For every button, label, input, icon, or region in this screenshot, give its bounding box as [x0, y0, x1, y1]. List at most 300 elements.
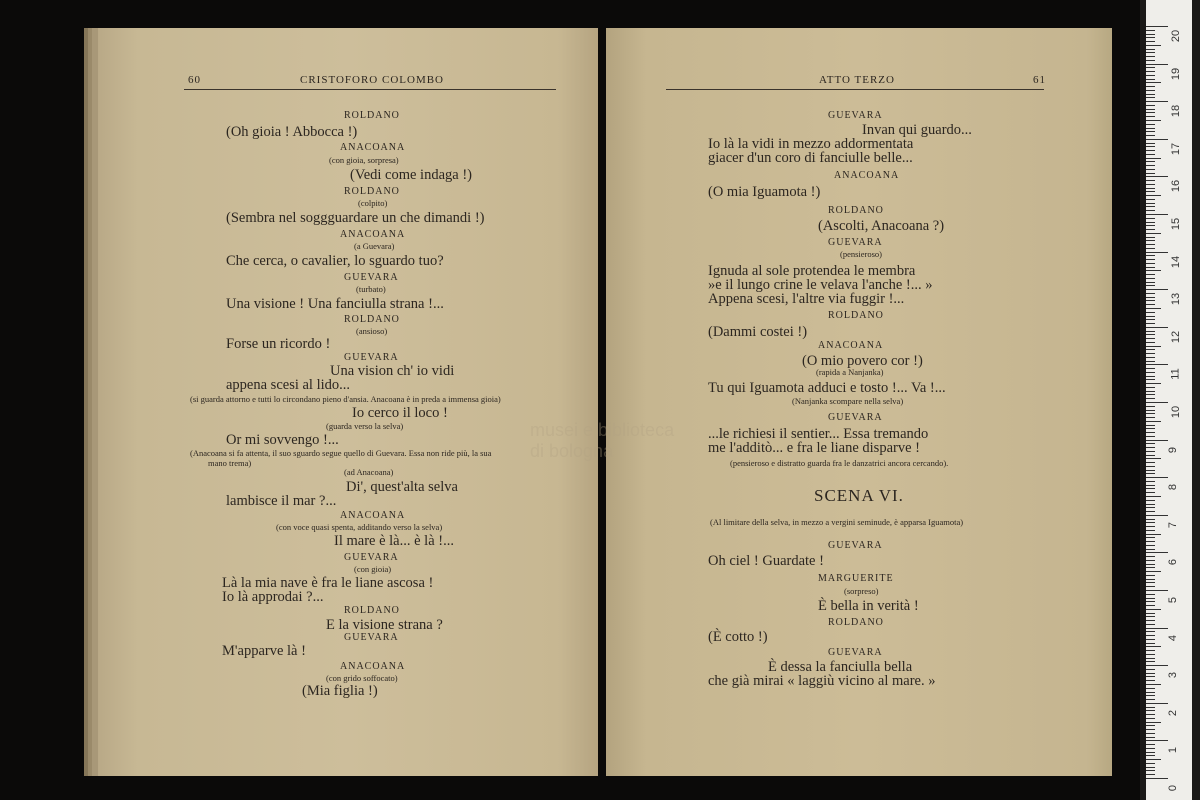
ruler-minor-tick [1146, 714, 1155, 715]
ruler-minor-tick [1146, 282, 1155, 283]
left-verse-line: Forse un ricordo ! [226, 336, 331, 352]
ruler-minor-tick [1146, 504, 1155, 505]
ruler-minor-tick [1146, 620, 1155, 621]
ruler-major-tick [1146, 590, 1168, 591]
left-stage-direction: (con gioia, sorpresa) [329, 155, 399, 165]
ruler-minor-tick [1146, 361, 1155, 362]
ruler-minor-tick [1146, 368, 1155, 369]
right-scene-heading: SCENA VI. [814, 486, 904, 505]
right-stage-direction: (pensieroso e distratto guarda fra le danzatrici ancora cercando). [730, 458, 949, 468]
left-speaker-name: GUEVARA [344, 632, 399, 643]
ruler-major-tick [1146, 515, 1168, 516]
ruler-minor-tick [1146, 222, 1155, 223]
ruler-minor-tick [1146, 605, 1155, 606]
right-verse-line: Ignuda al sole protendea le membra [708, 263, 916, 279]
ruler-minor-tick [1146, 199, 1155, 200]
left-verse-line: Il mare è là... è là !... [334, 533, 454, 549]
left-speaker-name: ANACOANA [340, 510, 406, 521]
running-title-left: CRISTOFORO COLOMBO [299, 74, 445, 86]
ruler-minor-tick [1146, 128, 1155, 129]
ruler-minor-tick [1146, 169, 1155, 170]
ruler-minor-tick [1146, 237, 1155, 238]
ruler-major-tick [1146, 289, 1168, 290]
right-verse-line: Appena scesi, l'altre via fuggir !... [708, 291, 905, 307]
left-speaker-name: ROLDANO [344, 186, 400, 197]
right-speaker-name: MARGUERITE [818, 573, 894, 584]
ruler-minor-tick [1146, 274, 1155, 275]
ruler-minor-tick [1146, 496, 1161, 497]
ruler-minor-tick [1146, 447, 1155, 448]
measurement-ruler [1140, 0, 1200, 800]
running-title-right: ATTO TERZO [819, 74, 895, 86]
right-stage-direction: (Al limitare della selva, in mezzo a vergini seminude, è apparsa Iguamota) [710, 517, 964, 527]
ruler-minor-tick [1146, 135, 1155, 136]
page-number-right: 61 [1033, 74, 1046, 86]
ruler-minor-tick [1146, 312, 1155, 313]
ruler-minor-tick [1146, 654, 1155, 655]
ruler-minor-tick [1146, 646, 1161, 647]
ruler-minor-tick [1146, 342, 1155, 343]
ruler-minor-tick [1146, 30, 1155, 31]
left-stage-direction: (con gioia) [354, 564, 392, 574]
ruler-minor-tick [1146, 206, 1155, 207]
ruler-major-tick [1146, 552, 1168, 553]
left-verse-line: (Sembra nel soggguardare un che dimandi !) [226, 210, 485, 226]
ruler-minor-tick [1146, 316, 1155, 317]
ruler-minor-tick [1146, 763, 1155, 764]
ruler-minor-tick [1146, 650, 1155, 651]
right-book-page [606, 28, 1112, 776]
left-verse-line: appena scesi al lido... [226, 377, 351, 393]
ruler-minor-tick [1146, 519, 1155, 520]
ruler-label: 13 [1170, 293, 1183, 306]
right-verse-line: »e il lungo crine le velava l'anche !... » [708, 277, 933, 293]
right-verse-line: ...le richiesi il sentier... Essa tremando [708, 426, 929, 442]
ruler-minor-tick [1146, 579, 1155, 580]
ruler-minor-tick [1146, 406, 1155, 407]
ruler-minor-tick [1146, 755, 1155, 756]
right-verse-line: giacer d'un coro di fanciulle belle... [708, 150, 913, 166]
ruler-label: 7 [1167, 521, 1180, 528]
ruler-minor-tick [1146, 669, 1155, 670]
ruler-minor-tick [1146, 79, 1155, 80]
right-verse-line: (O mia Iguamota !) [708, 184, 821, 200]
ruler-label: 5 [1167, 596, 1180, 604]
left-stage-direction: mano trema) [208, 458, 252, 468]
ruler-minor-tick [1146, 233, 1161, 234]
ruler-minor-tick [1146, 718, 1155, 719]
left-speaker-name: ROLDANO [344, 110, 400, 121]
ruler-minor-tick [1146, 692, 1155, 693]
ruler-minor-tick [1146, 511, 1155, 512]
ruler-minor-tick [1146, 244, 1155, 245]
ruler-minor-tick [1146, 436, 1155, 437]
ruler-minor-tick [1146, 609, 1161, 610]
ruler-minor-tick [1146, 774, 1155, 775]
left-stage-direction: (guarda verso la selva) [326, 421, 404, 431]
ruler-minor-tick [1146, 413, 1155, 414]
ruler-minor-tick [1146, 109, 1155, 110]
left-speaker-name: GUEVARA [344, 272, 399, 283]
header-rule-right [666, 89, 1044, 90]
ruler-major-tick [1146, 139, 1168, 140]
ruler-minor-tick [1146, 116, 1155, 117]
left-verse-line: (Mia figlia !) [302, 683, 378, 699]
ruler-minor-tick [1146, 575, 1155, 576]
ruler-minor-tick [1146, 37, 1155, 38]
ruler-minor-tick [1146, 481, 1155, 482]
ruler-minor-tick [1146, 733, 1155, 734]
ruler-major-tick [1146, 176, 1168, 177]
ruler-minor-tick [1146, 545, 1155, 546]
ruler-label: 16 [1170, 180, 1183, 193]
ruler-minor-tick [1146, 410, 1155, 411]
left-verse-line: Una vision ch' io vidi [330, 363, 455, 379]
right-verse-line: È bella in verità ! [818, 598, 919, 614]
right-verse-line: Oh ciel ! Guardate ! [708, 553, 824, 569]
ruler-minor-tick [1146, 383, 1161, 384]
right-stage-direction: (rapida a Nanjanka) [816, 367, 884, 377]
ruler-minor-tick [1146, 49, 1155, 50]
ruler-minor-tick [1146, 462, 1155, 463]
ruler-minor-tick [1146, 631, 1155, 632]
ruler-label: 17 [1170, 142, 1183, 155]
left-stage-direction: (a Guevara) [354, 241, 395, 251]
ruler-minor-tick [1146, 639, 1155, 640]
ruler-minor-tick [1146, 94, 1155, 95]
right-stage-direction: (sorpreso) [844, 586, 879, 596]
left-stage-direction: (Anacoana si fa attenta, il suo sguardo segue quello di Guevara. Essa non ride più, la sua [190, 448, 492, 458]
ruler-minor-tick [1146, 323, 1155, 324]
ruler-minor-tick [1146, 695, 1155, 696]
ruler-minor-tick [1146, 146, 1155, 147]
ruler-label: 10 [1170, 405, 1183, 419]
right-stage-direction: (pensieroso) [840, 249, 883, 259]
right-speaker-name: GUEVARA [828, 110, 883, 121]
left-verse-line: Io cerco il loco ! [352, 405, 448, 421]
ruler-minor-tick [1146, 526, 1155, 527]
right-verse-line: (Dammi costei !) [708, 324, 808, 340]
ruler-label: 18 [1170, 105, 1183, 118]
ruler-label: 2 [1167, 709, 1180, 716]
ruler-major-tick [1146, 628, 1168, 629]
ruler-label: 0 [1167, 784, 1180, 792]
ruler-label: 8 [1167, 484, 1180, 491]
right-speaker-name: GUEVARA [828, 412, 883, 423]
left-speaker-name: ROLDANO [344, 605, 400, 616]
ruler-minor-tick [1146, 684, 1161, 685]
ruler-minor-tick [1146, 338, 1155, 339]
ruler-minor-tick [1146, 458, 1161, 459]
right-speaker-name: ROLDANO [828, 310, 884, 321]
ruler-minor-tick [1146, 75, 1155, 76]
ruler-label: 19 [1170, 67, 1183, 80]
ruler-minor-tick [1146, 304, 1155, 305]
ruler-minor-tick [1146, 41, 1155, 42]
left-speaker-name: GUEVARA [344, 552, 399, 563]
ruler-minor-tick [1146, 661, 1155, 662]
left-verse-line: (Oh gioia ! Abbocca !) [226, 124, 358, 140]
ruler-major-tick [1146, 778, 1168, 779]
right-verse-line: Io là la vidi in mezzo addormentata [708, 136, 914, 152]
ruler-minor-tick [1146, 549, 1155, 550]
ruler-major-tick [1146, 26, 1168, 27]
ruler-minor-tick [1146, 560, 1155, 561]
ruler-minor-tick [1146, 165, 1155, 166]
ruler-label: 11 [1169, 368, 1182, 381]
ruler-minor-tick [1146, 353, 1155, 354]
ruler-minor-tick [1146, 278, 1155, 279]
left-stage-direction: (ansioso) [356, 326, 388, 336]
right-verse-line: che già mirai « laggiù vicino al mare. » [708, 673, 936, 689]
ruler-minor-tick [1146, 673, 1155, 674]
ruler-label: 3 [1167, 672, 1180, 679]
ruler-minor-tick [1146, 725, 1155, 726]
ruler-minor-tick [1146, 34, 1155, 35]
ruler-minor-tick [1146, 541, 1155, 542]
ruler-minor-tick [1146, 97, 1155, 98]
ruler-minor-tick [1146, 150, 1155, 151]
ruler-minor-tick [1146, 349, 1155, 350]
ruler-minor-tick [1146, 530, 1155, 531]
ruler-minor-tick [1146, 488, 1155, 489]
ruler-minor-tick [1146, 184, 1155, 185]
right-speaker-name: ANACOANA [834, 170, 900, 181]
ruler-minor-tick [1146, 387, 1155, 388]
ruler-minor-tick [1146, 398, 1155, 399]
ruler-minor-tick [1146, 270, 1161, 271]
ruler-minor-tick [1146, 485, 1155, 486]
left-speaker-name: ROLDANO [344, 314, 400, 325]
ruler-minor-tick [1146, 564, 1155, 565]
left-stage-direction: (colpito) [358, 198, 388, 208]
ruler-minor-tick [1146, 770, 1155, 771]
right-verse-line: me l'additò... e fra le liane disparve ! [708, 440, 920, 456]
left-stage-direction: (con voce quasi spenta, additando verso la selva) [276, 522, 443, 532]
ruler-minor-tick [1146, 293, 1155, 294]
ruler-minor-tick [1146, 195, 1161, 196]
ruler-minor-tick [1146, 616, 1155, 617]
ruler-minor-tick [1146, 259, 1155, 260]
ruler-minor-tick [1146, 417, 1155, 418]
ruler-minor-tick [1146, 331, 1155, 332]
ruler-minor-tick [1146, 60, 1155, 61]
ruler-minor-tick [1146, 255, 1155, 256]
left-stage-direction: (si guarda attorno e tutti lo circondano pieno d'ansia. Anacoana è in preda a immensa gioia) [190, 394, 501, 404]
ruler-major-tick [1146, 440, 1168, 441]
ruler-minor-tick [1146, 428, 1155, 429]
ruler-minor-tick [1146, 710, 1155, 711]
ruler-major-tick [1146, 64, 1168, 65]
ruler-minor-tick [1146, 391, 1155, 392]
ruler-minor-tick [1146, 376, 1155, 377]
left-verse-line: lambisce il mar ?... [226, 493, 337, 509]
ruler-major-tick [1146, 101, 1168, 102]
ruler-minor-tick [1146, 297, 1155, 298]
left-stage-direction: (turbato) [356, 284, 386, 294]
right-verse-line: È dessa la fanciulla bella [768, 659, 913, 675]
ruler-minor-tick [1146, 112, 1155, 113]
ruler-minor-tick [1146, 594, 1155, 595]
ruler-minor-tick [1146, 372, 1155, 373]
ruler-minor-tick [1146, 158, 1161, 159]
ruler-minor-tick [1146, 267, 1155, 268]
right-speaker-name: GUEVARA [828, 540, 883, 551]
ruler-minor-tick [1146, 225, 1155, 226]
ruler-minor-tick [1146, 500, 1155, 501]
ruler-minor-tick [1146, 707, 1155, 708]
ruler-minor-tick [1146, 203, 1155, 204]
ruler-minor-tick [1146, 729, 1155, 730]
ruler-label: 4 [1167, 634, 1180, 641]
ruler-major-tick [1146, 252, 1168, 253]
ruler-minor-tick [1146, 120, 1161, 121]
ruler-minor-tick [1146, 71, 1155, 72]
ruler-minor-tick [1146, 56, 1155, 57]
ruler-minor-tick [1146, 173, 1155, 174]
ruler-minor-tick [1146, 154, 1155, 155]
left-verse-line: E la visione strana ? [326, 617, 443, 633]
ruler-minor-tick [1146, 556, 1155, 557]
ruler-major-tick [1146, 402, 1168, 403]
ruler-minor-tick [1146, 522, 1155, 523]
ruler-minor-tick [1146, 466, 1155, 467]
ruler-minor-tick [1146, 67, 1155, 68]
ruler-minor-tick [1146, 571, 1161, 572]
ruler-minor-tick [1146, 455, 1155, 456]
ruler-minor-tick [1146, 759, 1161, 760]
ruler-minor-tick [1146, 45, 1161, 46]
ruler-minor-tick [1146, 451, 1155, 452]
ruler-minor-tick [1146, 767, 1155, 768]
ruler-major-tick [1146, 364, 1168, 365]
right-stage-direction: (Nanjanka scompare nella selva) [792, 396, 904, 406]
ruler-label: 1 [1167, 747, 1180, 754]
ruler-minor-tick [1146, 613, 1155, 614]
ruler-minor-tick [1146, 688, 1155, 689]
ruler-label: 6 [1167, 559, 1180, 566]
ruler-label: 14 [1170, 255, 1183, 268]
left-stage-direction: (ad Anacoana) [344, 467, 394, 477]
ruler-minor-tick [1146, 699, 1155, 700]
right-speaker-name: ROLDANO [828, 205, 884, 216]
right-speaker-name: ANACOANA [818, 340, 884, 351]
left-verse-line: M'apparve là ! [222, 643, 306, 659]
ruler-minor-tick [1146, 722, 1161, 723]
ruler-minor-tick [1146, 86, 1155, 87]
ruler-minor-tick [1146, 470, 1155, 471]
right-verse-line: Tu qui Iguamota adduci e tosto !... Va !... [708, 380, 946, 396]
ruler-minor-tick [1146, 507, 1155, 508]
ruler-minor-tick [1146, 443, 1155, 444]
ruler-major-tick [1146, 665, 1168, 666]
left-verse-line: Or mi sovvengo !... [226, 432, 339, 448]
right-verse-line: (Ascolti, Anacoana ?) [818, 218, 945, 234]
ruler-minor-tick [1146, 124, 1155, 125]
ruler-minor-tick [1146, 586, 1155, 587]
ruler-minor-tick [1146, 105, 1155, 106]
ruler-label: 20 [1170, 29, 1183, 43]
ruler-minor-tick [1146, 537, 1155, 538]
ruler-minor-tick [1146, 680, 1155, 681]
ruler-minor-tick [1146, 492, 1155, 493]
ruler-minor-tick [1146, 567, 1155, 568]
ruler-minor-tick [1146, 263, 1155, 264]
left-speaker-name: ANACOANA [340, 661, 406, 672]
ruler-minor-tick [1146, 90, 1155, 91]
ruler-minor-tick [1146, 188, 1155, 189]
ruler-major-tick [1146, 477, 1168, 478]
page-number-left: 60 [188, 74, 201, 86]
left-verse-line: Di', quest'alta selva [346, 479, 458, 495]
ruler-minor-tick [1146, 473, 1155, 474]
right-verse-line: (O mio povero cor !) [802, 353, 923, 369]
ruler-minor-tick [1146, 300, 1155, 301]
left-verse-line: Una visione ! Una fanciulla strana !... [226, 296, 444, 312]
ruler-minor-tick [1146, 379, 1155, 380]
ruler-minor-tick [1146, 624, 1155, 625]
ruler-minor-tick [1146, 240, 1155, 241]
ruler-minor-tick [1146, 143, 1155, 144]
right-verse-line: Invan qui guardo... [862, 122, 972, 138]
ruler-minor-tick [1146, 744, 1155, 745]
library-watermark: musei e biblioteca di bologna [530, 420, 675, 461]
ruler-minor-tick [1146, 635, 1155, 636]
ruler-minor-tick [1146, 582, 1155, 583]
ruler-minor-tick [1146, 752, 1155, 753]
ruler-major-tick [1146, 703, 1168, 704]
ruler-minor-tick [1146, 191, 1155, 192]
ruler-minor-tick [1146, 248, 1155, 249]
left-verse-line: Che cerca, o cavalier, lo sguardo tuo? [226, 253, 444, 269]
ruler-label: 15 [1170, 217, 1183, 231]
ruler-minor-tick [1146, 334, 1155, 335]
right-speaker-name: GUEVARA [828, 237, 883, 248]
left-speaker-name: GUEVARA [344, 352, 399, 363]
left-verse-line: Là la mia nave è fra le liane ascosa ! [222, 575, 434, 591]
ruler-minor-tick [1146, 658, 1155, 659]
right-speaker-name: GUEVARA [828, 647, 883, 658]
ruler-minor-tick [1146, 357, 1155, 358]
left-verse-line: (Vedi come indaga !) [350, 167, 472, 183]
ruler-minor-tick [1146, 308, 1161, 309]
ruler-minor-tick [1146, 676, 1155, 677]
ruler-minor-tick [1146, 285, 1155, 286]
header-rule-left [184, 89, 556, 90]
ruler-minor-tick [1146, 598, 1155, 599]
ruler-minor-tick [1146, 643, 1155, 644]
ruler-minor-tick [1146, 737, 1155, 738]
ruler-minor-tick [1146, 432, 1155, 433]
ruler-major-tick [1146, 327, 1168, 328]
ruler-minor-tick [1146, 210, 1155, 211]
left-speaker-name: ANACOANA [340, 142, 406, 153]
ruler-label: 12 [1170, 330, 1183, 343]
ruler-minor-tick [1146, 394, 1155, 395]
ruler-label: 9 [1167, 446, 1180, 453]
left-book-page [98, 28, 598, 776]
ruler-minor-tick [1146, 346, 1161, 347]
left-stage-direction: (con grido soffocato) [326, 673, 398, 683]
ruler-major-tick [1146, 740, 1168, 741]
ruler-minor-tick [1146, 52, 1155, 53]
ruler-minor-tick [1146, 601, 1155, 602]
ruler-minor-tick [1146, 180, 1155, 181]
ruler-minor-tick [1146, 421, 1161, 422]
ruler-minor-tick [1146, 218, 1155, 219]
left-verse-line: Io là approdai ?... [222, 589, 324, 605]
ruler-minor-tick [1146, 131, 1155, 132]
